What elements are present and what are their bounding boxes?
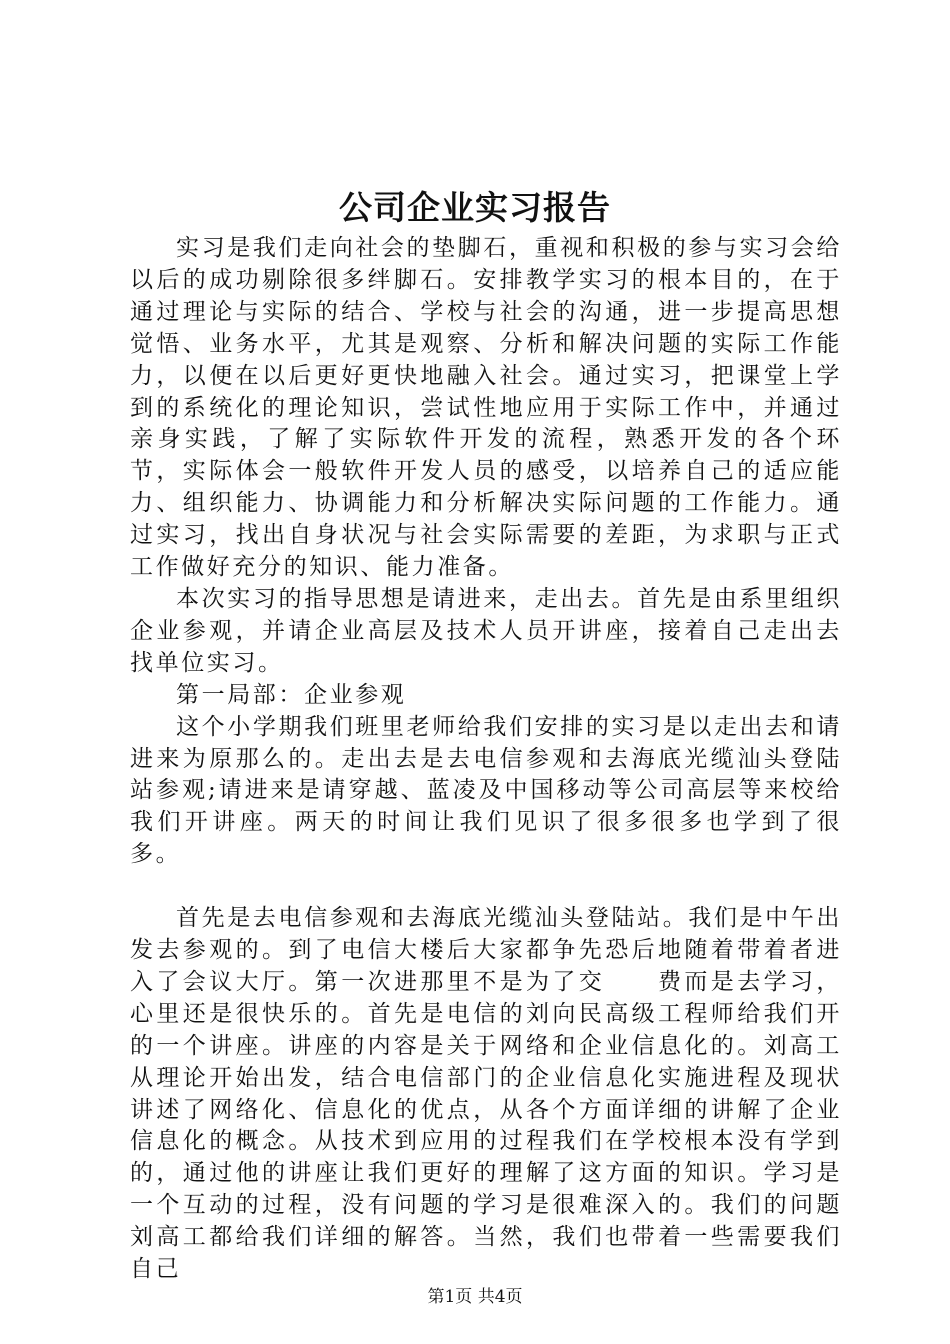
paragraph-intro: 实习是我们走向社会的垫脚石，重视和积极的参与实习会给以后的成功剔除很多绊脚石。安排教学实习的根本目的，在于通过理论与实际的结合、学校与社会的沟通，进一步提高思想觉悟、业务水平，尤其是观察、分析和解决问题的实际工作能力，以便在以后更好更快地融入社会。通过实习，把课堂上学到的系统化的理论知识，尝试性地应用于实际工作中，并通过亲身实践，了解了实际软件开发的流程，熟悉开发的各个环节，实际体会一般软件开发人员的感受，以培养自己的适应能力、组织能力、协调能力和分析解决实际问题的工作能力。通过实习，找出自身状况与社会实际需要的差距，为求职与正式工作做好充分的知识、能力准备。 [130, 235, 842, 581]
section-heading-company-visit: 第一局部：企业参观 [176, 681, 407, 708]
page-footer: 第1页 共4页 [427, 1287, 523, 1307]
paragraph-guiding-idea: 本次实习的指导思想是请进来，走出去。首先是由系里组织企业参观，并请企业高层及技术人员开讲座，接着自己走出去找单位实习。 [130, 585, 842, 676]
paragraph-spacer [130, 871, 842, 903]
document-body [130, 233, 842, 1286]
paragraph-telecom-visit: 首先是去电信参观和去海底光缆汕头登陆站。我们是中午出发去参观的。到了电信大楼后大家都争先恐后地随着带着者进入了会议大厅。第一次进那里不是为了交 费而是去学习，心里还是很快乐的。首先是电信的刘向民高级工程师给我们开的一个讲座。讲座的内容是关于网络和企业信息化的。刘高工从理论开始出发，结合电信部门的企业信息化实施进程及现状讲述了网络化、信息化的优点，从各个方面详细的讲解了企业信息化的概念。从技术到应用的过程我们在学校根本没有学到的，通过他的讲座让我们更好的理解了这方面的知识。学习是一个互动的过程，没有问题的学习是很难深入的。我们的问题刘高工都给我们详细的解答。当然，我们也带着一些需要我们自己 [130, 905, 842, 1283]
page-title: 公司企业实习报告 [339, 188, 611, 227]
paragraph-arrangement: 这个小学期我们班里老师给我们安排的实习是以走出去和请进来为原那么的。走出去是去电信参观和去海底光缆汕头登陆站参观;请进来是请穿越、蓝凌及中国移动等公司高层等来校给我们开讲座。两天的时间让我们见识了很多很多也学到了很多。 [130, 713, 842, 868]
